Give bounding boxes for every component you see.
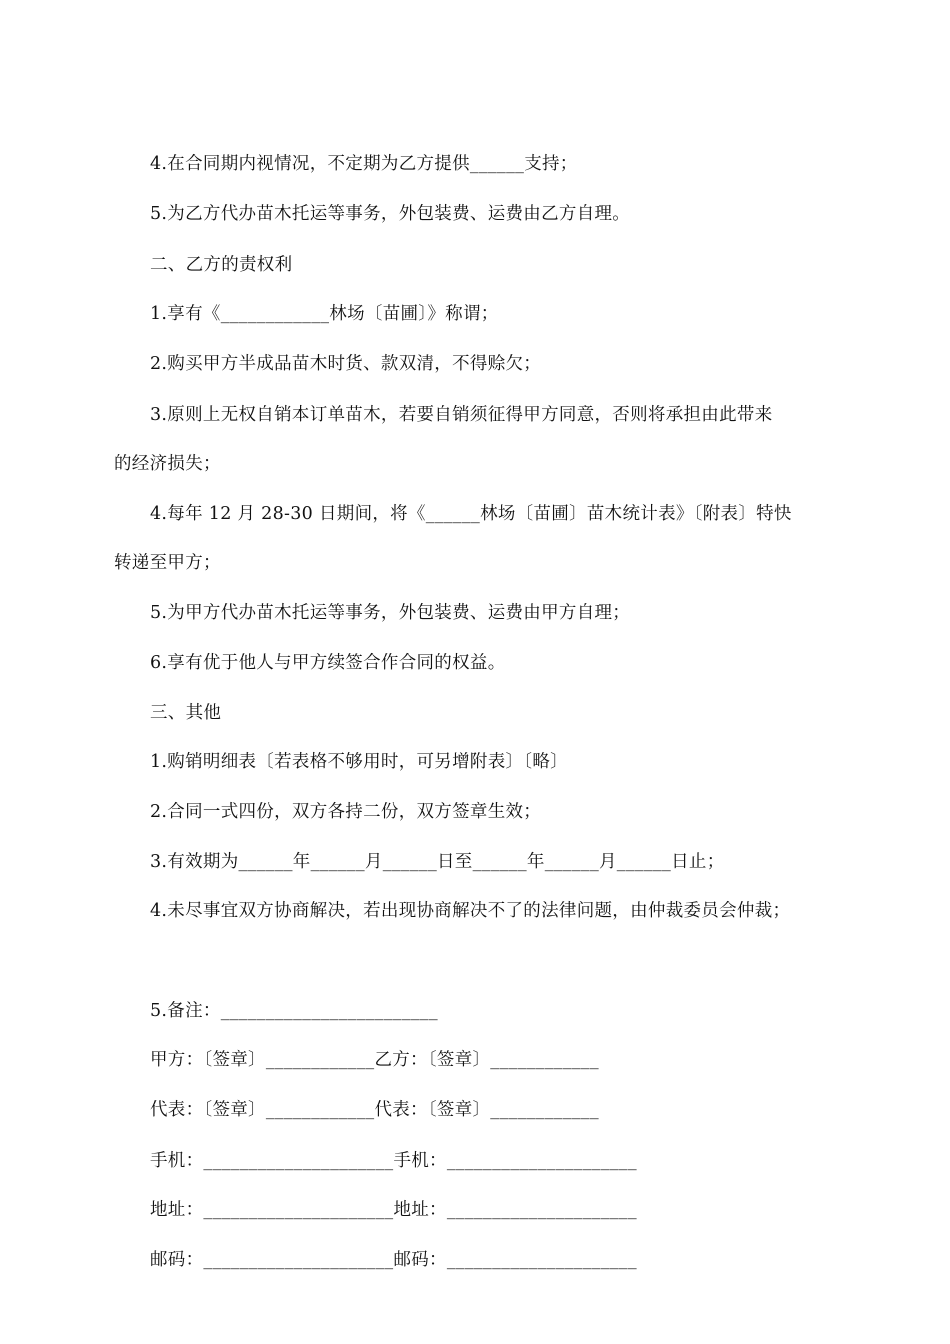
signature-postcode-row: 邮码：_____________________邮码：_____________________ bbox=[150, 1250, 637, 1270]
clause-b4-line1: 4.每年 12 月 28-30 日期间，将《______林场〔苗圃〕苗木统计表》〔附表〕特快 bbox=[150, 504, 792, 524]
clause-b1: 1.享有《____________林场〔苗圃〕》称谓； bbox=[150, 304, 499, 324]
clause-b3-line1: 3.原则上无权自销本订单苗木，若要自销须征得甲方同意，否则将承担由此带来 bbox=[150, 405, 773, 425]
clause-b3-line2: 的经济损失； bbox=[114, 454, 221, 474]
signature-address-row: 地址：_____________________地址：_____________________ bbox=[150, 1200, 637, 1220]
clause-b4-line2: 转递至甲方； bbox=[114, 553, 221, 573]
clause-c2: 2.合同一式四份，双方各持二份，双方签章生效； bbox=[150, 802, 542, 822]
section-title-party-b: 二、乙方的责权利 bbox=[150, 255, 293, 275]
clause-b6: 6.享有优于他人与甲方续签合作合同的权益。 bbox=[150, 653, 506, 673]
signature-party-row: 甲方：〔签章〕____________乙方：〔签章〕____________ bbox=[150, 1050, 599, 1070]
clause-a5: 5.为乙方代办苗木托运等事务，外包装费、运费由乙方自理。 bbox=[150, 204, 631, 224]
clause-c4: 4.未尽事宜双方协商解决，若出现协商解决不了的法律问题，由仲裁委员会仲裁； bbox=[150, 901, 791, 921]
clause-a4: 4.在合同期内视情况，不定期为乙方提供______支持； bbox=[150, 154, 578, 174]
clause-b2: 2.购买甲方半成品苗木时货、款双清，不得赊欠； bbox=[150, 354, 542, 374]
section-title-other: 三、其他 bbox=[150, 703, 222, 723]
clause-c5-remarks: 5.备注：________________________ bbox=[150, 1001, 438, 1021]
clause-b5: 5.为甲方代办苗木托运等事务，外包装费、运费由甲方自理； bbox=[150, 603, 631, 623]
clause-c3: 3.有效期为______年______月______日至______年______月______日止； bbox=[150, 852, 725, 872]
signature-phone-row: 手机：_____________________手机：_____________________ bbox=[150, 1151, 637, 1171]
clause-c1: 1.购销明细表〔若表格不够用时，可另增附表〕〔略〕 bbox=[150, 752, 568, 772]
signature-representative-row: 代表：〔签章〕____________代表：〔签章〕____________ bbox=[150, 1100, 599, 1120]
